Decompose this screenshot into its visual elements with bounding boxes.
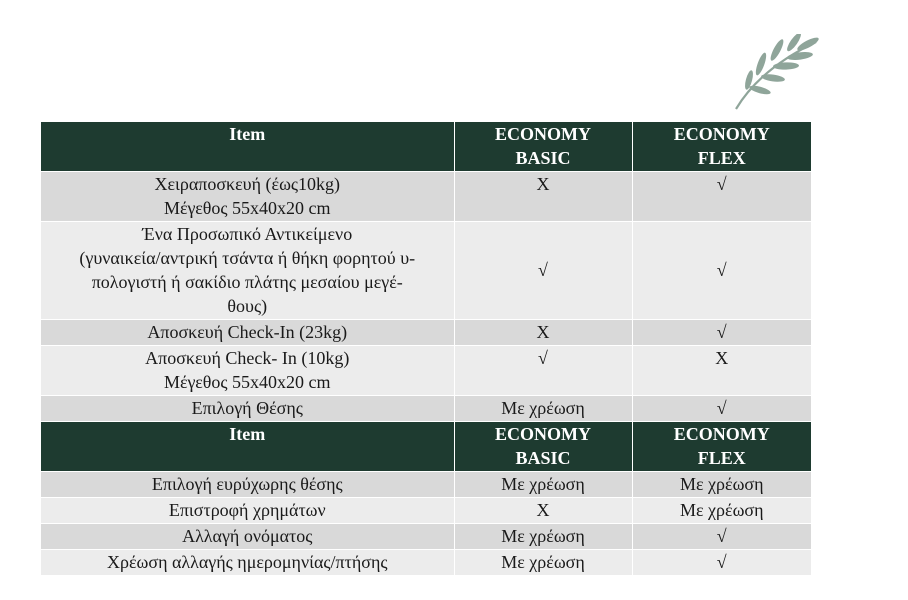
row-basic-value: X <box>454 498 632 524</box>
row-item: Χρέωση αλλαγής ημερομηνίας/πτήσης <box>41 550 454 576</box>
row-item: Ένα Προσωπικό Αντικείμενο (γυναικεία/αντρική τσάντα ή θήκη φορητού υ- πολογιστή ή σακίδιο πλάτης μεσαίου μεγέ- θους) <box>41 222 454 320</box>
row-basic-value: √ <box>454 346 632 396</box>
fare-comparison-table <box>41 122 811 576</box>
row-basic-value: X <box>454 172 632 222</box>
header-economy-flex: ECONOMY FLEX <box>632 422 811 472</box>
table-header-row <box>41 122 811 172</box>
row-flex-value: √ <box>632 222 811 320</box>
table-row <box>41 472 811 498</box>
table-row <box>41 498 811 524</box>
row-basic-value: √ <box>454 222 632 320</box>
row-basic-value: X <box>454 320 632 346</box>
table-row <box>41 524 811 550</box>
header-item: Item <box>41 422 454 472</box>
row-basic-value: Με χρέωση <box>454 550 632 576</box>
row-flex-value: √ <box>632 172 811 222</box>
table-header-row <box>41 422 811 472</box>
row-item: Επιστροφή χρημάτων <box>41 498 454 524</box>
row-flex-value: √ <box>632 524 811 550</box>
row-basic-value: Με χρέωση <box>454 524 632 550</box>
table-row <box>41 396 811 422</box>
row-item: Αλλαγή ονόματος <box>41 524 454 550</box>
table-row <box>41 172 811 222</box>
header-economy-flex: ECONOMY FLEX <box>632 122 811 172</box>
row-flex-value: √ <box>632 550 811 576</box>
table-row <box>41 550 811 576</box>
row-item: Επιλογή ευρύχωρης θέσης <box>41 472 454 498</box>
row-flex-value: Με χρέωση <box>632 472 811 498</box>
row-item: Αποσκευή Check-In (23kg) <box>41 320 454 346</box>
row-flex-value: X <box>632 346 811 396</box>
row-flex-value: √ <box>632 396 811 422</box>
header-item: Item <box>41 122 454 172</box>
header-economy-basic: ECONOMY BASIC <box>454 122 632 172</box>
row-basic-value: Με χρέωση <box>454 472 632 498</box>
table-row <box>41 320 811 346</box>
row-item: Επιλογή Θέσης <box>41 396 454 422</box>
row-flex-value: Με χρέωση <box>632 498 811 524</box>
row-item: Αποσκευή Check- In (10kg) Μέγεθος 55x40x20 cm <box>41 346 454 396</box>
table-row <box>41 346 811 396</box>
table-row <box>41 222 811 320</box>
row-flex-value: √ <box>632 320 811 346</box>
row-item: Χειραποσκευή (έως10kg) Μέγεθος 55x40x20 cm <box>41 172 454 222</box>
olive-branch-icon <box>730 34 822 112</box>
row-basic-value: Με χρέωση <box>454 396 632 422</box>
header-economy-basic: ECONOMY BASIC <box>454 422 632 472</box>
